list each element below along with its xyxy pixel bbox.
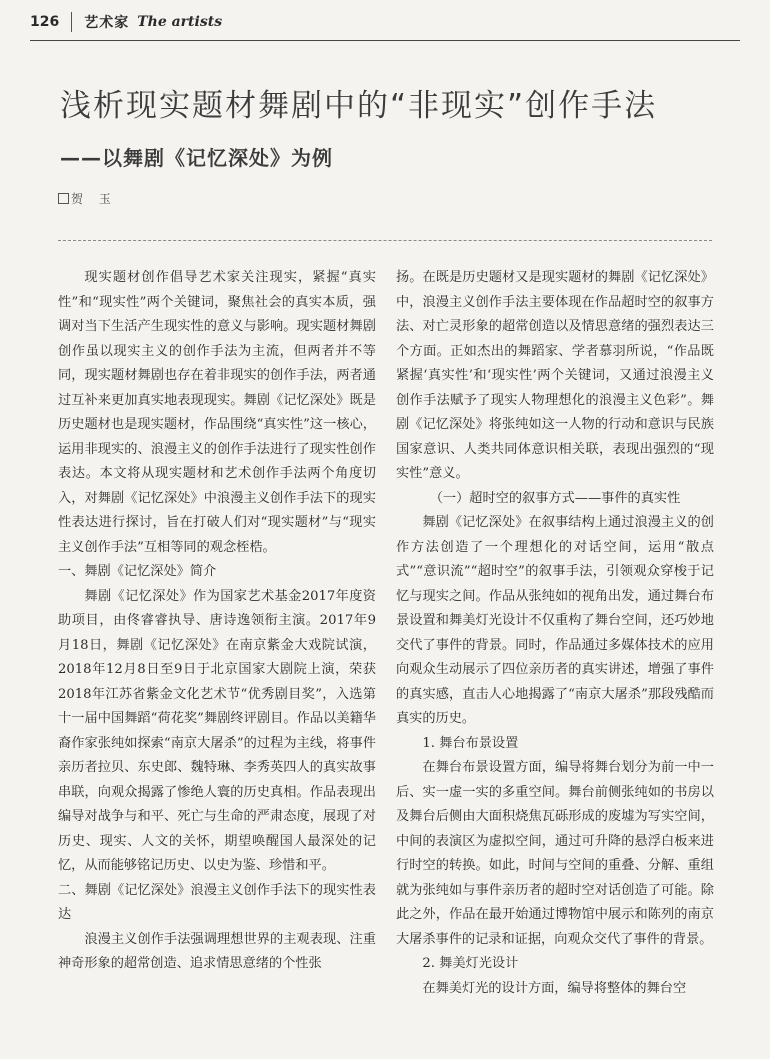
- paragraph: 浪漫主义创作手法强调理想世界的主观表现、注重神奇形象的超常创造、追求情思意绪的个性张: [58, 931, 376, 971]
- paragraph: 在舞台布景设置方面，编导将舞台划分为前一中一后、实一虚一实的多重空间。舞台前侧张纯如的书房以及舞台后侧由大面积烧焦瓦砾形成的废墟为写实空间，中间的表演区为虚拟空间，通过可升降的悬浮白板来进行时空的转换。如此，时间与空间的重叠、分解、重组就为张纯如与事件亲历者的超时空对话创造了可能。除此之外，作品在最开始通过博物馆中展示和陈列的南京大屠杀事件的记录和证据，向观众交代了事件的背景。: [396, 760, 714, 947]
- author-line: [58, 190, 117, 207]
- subsubsection-heading: 2. 舞美灯光设计: [422, 956, 519, 971]
- title-rule: [58, 240, 712, 241]
- author-box-icon: [58, 193, 69, 204]
- page-number: 126: [30, 14, 60, 30]
- right-column: [396, 266, 714, 1001]
- subsection-heading: （一）超时空的叙事方式——事件的真实性: [429, 490, 681, 506]
- author-name: 贺 玉: [71, 192, 117, 206]
- section-name: 艺术家: [84, 15, 130, 31]
- article-subtitle: ——以舞剧《记忆深处》为例: [60, 146, 333, 170]
- header-rule: [30, 40, 740, 41]
- section-heading: 一、舞剧《记忆深处》简介: [58, 564, 217, 579]
- paragraph: 现实题材创作倡导艺术家关注现实，紧握“真实性”和“现实性”两个关键词，聚焦社会的真实本质，强调对当下生活产生现实性的意义与影响。现实题材舞剧创作虽以现实主义的创作手法为主流，但两者并不等同，现实题材舞剧也存在着非现实的创作手法，两者通过互补来更加真实地表现现实。舞剧《记忆深处》既是历史题材也是现实题材，作品围绕“真实性”这一核心，运用非现实的、浪漫主义的创作手法进行了现实性创作表达。本文将从现实题材和艺术创作手法两个角度切入，对舞剧《记忆深处》中浪漫主义创作手法下的现实性表达进行探讨，旨在打破人们对“现实题材”与“现实主义创作手法”互相等同的观念桎梏。: [58, 270, 376, 555]
- header-divider: [71, 12, 72, 32]
- section-name-en: The artists: [137, 14, 223, 30]
- paragraph: 在舞美灯光的设计方面，编导将整体的舞台空: [422, 980, 687, 996]
- section-heading: 二、舞剧《记忆深处》浪漫主义创作手法下的现实性表达: [58, 882, 376, 922]
- paragraph-continued: 扬。在既是历史题材又是现实题材的舞剧《记忆深处》中，浪漫主义创作手法主要体现在作品超时空的叙事方法、对亡灵形象的超常创造以及情思意绪的强烈表达三个方面。正如杰出的舞蹈家、学者慕羽所说，“作品既紧握‘真实性’和‘现实性’两个关键词，又通过浪漫主义创作手法赋予了现实人物理想化的浪漫主义色彩”。舞剧《记忆深处》将张纯如这一人物的行动和意识与民族国家意识、人类共同体意识相关联，表现出强烈的“现实性”意义。: [396, 270, 714, 481]
- paragraph: 舞剧《记忆深处》在叙事结构上通过浪漫主义的创作方法创造了一个理想化的对话空间，运用“散点式”“意识流”“超时空”的叙事手法，引领观众穿梭于记忆与现实之间。作品从张纯如的视角出发，通过舞台布景设置和舞美灯光设计不仅重构了舞台空间，还巧妙地交代了事件的背景。同时，作品通过多媒体技术的应用向观众生动展示了四位亲历者的真实讲述，增强了事件的真实感，直击人心地揭露了“南京大屠杀”那段残酷而真实的历史。: [396, 515, 714, 726]
- article-title: 浅析现实题材舞剧中的“非现实”创作手法: [60, 88, 658, 124]
- subsubsection-heading: 1. 舞台布景设置: [422, 735, 519, 751]
- running-header: [30, 8, 222, 36]
- paragraph: 舞剧《记忆深处》作为国家艺术基金2017年度资助项目，由佟睿睿执导、唐诗逸领衔主演。2017年9月18日，舞剧《记忆深处》在南京紫金大戏院试演，2018年12月8日至9日于北京国家大剧院上演，荣获2018年江苏省紫金文化艺术节“优秀剧目奖”，入选第十一届中国舞蹈“荷花奖”舞剧终评剧目。作品以美籍华裔作家张纯如探索“南京大屠杀”的过程为主线，将事件亲历者拉贝、东史郎、魏特琳、李秀英四人的真实故事串联，向观众揭露了惨绝人寰的历史真相。作品表现出编导对战争与和平、死亡与生命的严肃态度，展现了对历史、现实、人文的关怀，期望唤醒国人最深处的记忆，从而能够铭记历史、以史为鉴、珍惜和平。: [58, 588, 376, 873]
- left-column: [58, 266, 376, 977]
